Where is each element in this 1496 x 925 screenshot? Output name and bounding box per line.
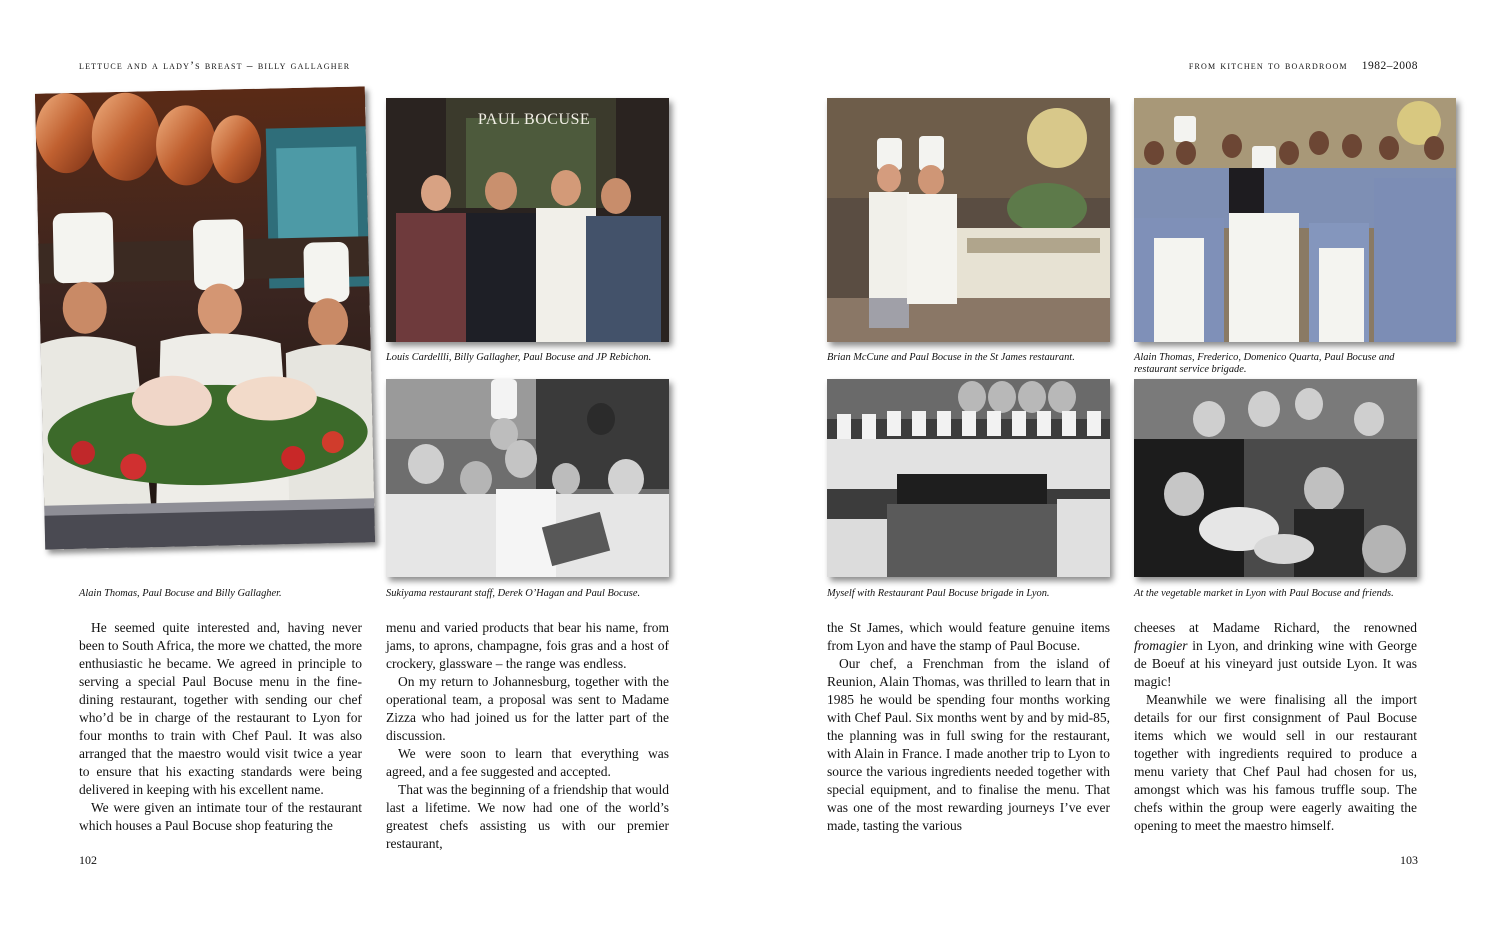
photo-lyon-brigade — [827, 379, 1110, 577]
caption-photo-4: Brian McCune and Paul Bocuse in the St James restaurant. — [827, 352, 1075, 363]
paragraph: Meanwhile we were finalising all the import details for our first consignment of Paul Bocuse items which we would sell in our restaurant together with ingredients required to produce a menu variety that Chef Paul had chosen for us, amongst which was his famous truffle soup. The chefs within the group were eagerly awaiting the opening to meet the maestro himself. — [1134, 692, 1417, 833]
paragraph: Our chef, a Frenchman from the island of Reunion, Alain Thomas, was thrilled to learn that in 1985 he would be spending four months working with Chef Paul. Six months went by and by mid-85, the planning was in full swing for the restaurant, with Alain in France. I made another trip to Lyon to source the various ingredients needed together with special equipment, and to finalise the menu. That was one of the most rewarding journeys I’ve ever made, tasting the various — [827, 656, 1110, 833]
caption-photo-5: Alain Thomas, Frederico, Domenico Quarta, Paul Bocuse and restaurant service brigade. — [1134, 352, 1395, 375]
paragraph — [1134, 619, 1417, 691]
caption-photo-2: Louis Cardellli, Billy Gallagher, Paul Bocuse and JP Rebichon. — [386, 352, 652, 363]
text-column-4 — [1134, 619, 1417, 835]
left-page-number: 102 — [79, 853, 97, 867]
caption-photo-3: Sukiyama restaurant staff, Derek O’Hagan and Paul Bocuse. — [386, 588, 641, 599]
paragraph: We were given an intimate tour of the restaurant which houses a Paul Bocuse shop featuring the — [79, 800, 362, 833]
paragraph: menu and varied products that bear his name, from jams, to aprons, champagne, fois gras and a host of crockery, glassware – the range was endless. — [386, 620, 669, 671]
right-header-years: 1982–2008 — [1361, 60, 1418, 72]
text-column-2 — [386, 619, 669, 853]
caption-photo-6: Myself with Restaurant Paul Bocuse brigade in Lyon. — [827, 588, 1050, 599]
text-run: in Lyon, and drinking wine with George de Boeuf at his vineyard just outside Lyon. It was magic! — [1134, 638, 1417, 689]
paragraph: the St James, which would feature genuine items from Lyon and have the stamp of Paul Bocuse. — [827, 620, 1110, 653]
paragraph: He seemed quite interested and, having never been to South Africa, the more we chatted, the more enthusiastic he became. We agreed in principle to serving a special Paul Bocuse menu in the fine-dining restaurant, together with sending our chef who’d be in charge of the restaurant to Lyon for four months to train with Chef Paul. It was also arranged that the maestro would visit twice a year to ensure that his exacting standards were being delivered in keeping with his excellent name. — [79, 620, 362, 797]
photo-sukiyama-staff — [386, 379, 669, 577]
photo-paul-bocuse-sign — [386, 98, 669, 342]
paragraph: That was the beginning of a friendship that would last a lifetime. We now had one of the world’s greatest chefs assisting us with our premier restaurant, — [386, 782, 669, 851]
caption-photo-1: Alain Thomas, Paul Bocuse and Billy Gallagher. — [79, 588, 282, 599]
paul-bocuse-sign-text: PAUL BOCUSE — [477, 111, 591, 128]
photo-service-brigade — [1134, 98, 1456, 342]
paragraph: On my return to Johannesburg, together with the operational team, a proposal was sent to Madame Zizza who had joined us for the latter part of the discussion. — [386, 674, 669, 743]
text-column-1 — [79, 619, 362, 835]
right-running-header — [1189, 60, 1418, 72]
right-page-number: 103 — [1400, 853, 1418, 867]
caption-photo-7: At the vegetable market in Lyon with Paul Bocuse and friends. — [1134, 588, 1394, 599]
photo-vegetable-market — [1134, 379, 1417, 577]
text-column-3 — [827, 619, 1110, 835]
right-header-title: from kitchen to boardroom — [1188, 60, 1348, 72]
text-run: cheeses at Madame Richard, the renowned — [1134, 620, 1417, 635]
emphasis-fromagier: fromagier — [1134, 638, 1188, 653]
paragraph: We were soon to learn that everything was agreed, and a fee suggested and accepted. — [386, 746, 669, 779]
left-running-header: lettuce and a lady’s breast – billy gallagher — [79, 60, 351, 72]
photo-st-james-restaurant — [827, 98, 1110, 342]
photo-chefs-kitchen — [35, 86, 375, 549]
